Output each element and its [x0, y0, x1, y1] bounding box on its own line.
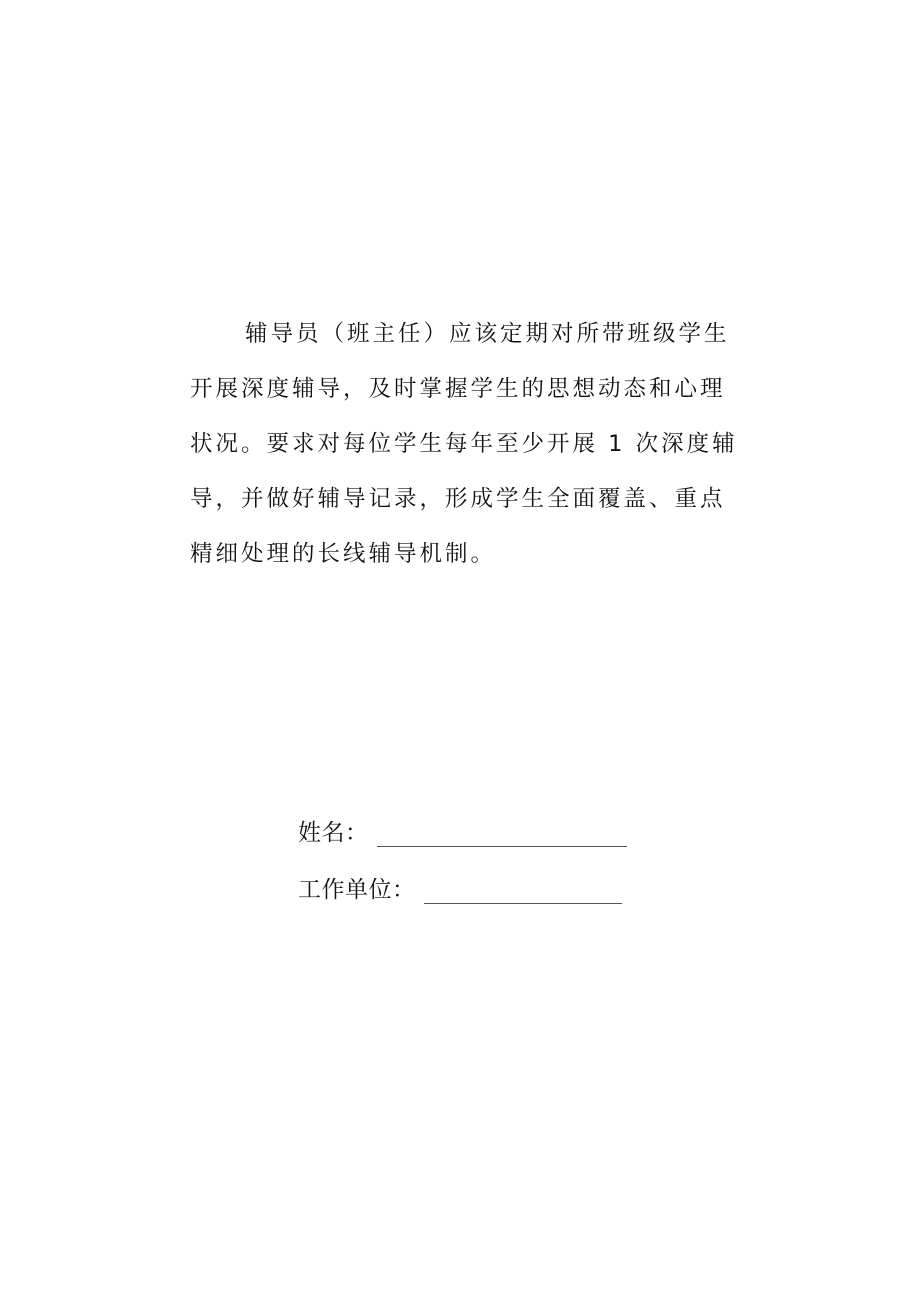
body-paragraph [190, 318, 750, 593]
work-unit-row [298, 849, 638, 906]
name-row [298, 792, 638, 849]
paragraph-line: 开展深度辅导，及时掌握学生的思想动态和心理 [190, 376, 726, 402]
paragraph-line: 辅导员（班主任）应该定期对所带班级学生 [245, 321, 730, 347]
name-label: 姓名： [298, 820, 369, 846]
name-blank-field[interactable] [377, 820, 627, 847]
work-unit-blank-field[interactable] [424, 877, 622, 904]
paragraph-line: 精细处理的长线辅导机制。 [190, 541, 497, 567]
work-unit-label: 工作单位： [298, 877, 416, 903]
paragraph-line: 导，并做好辅导记录，形成学生全面覆盖、重点 [190, 486, 726, 512]
paragraph-line: 状况。要求对每位学生每年至少开展 1 次深度辅 [190, 431, 738, 457]
signature-form [298, 792, 638, 906]
